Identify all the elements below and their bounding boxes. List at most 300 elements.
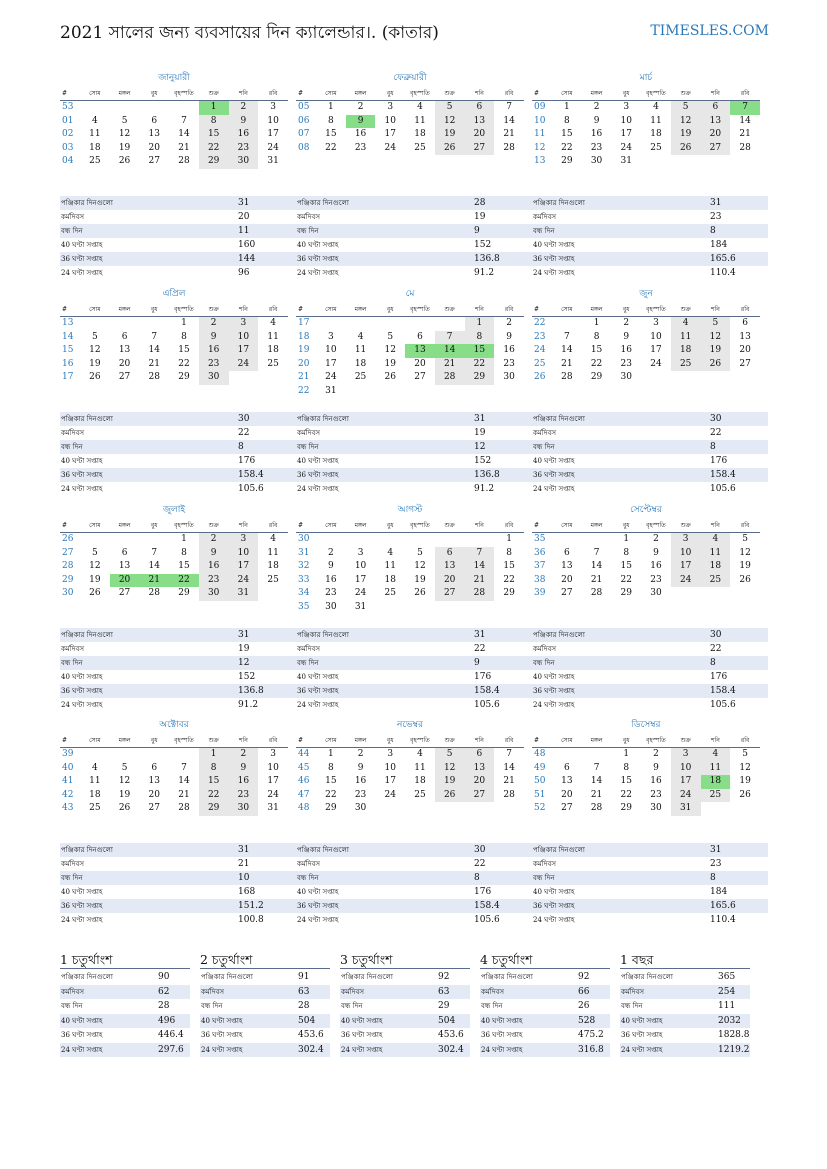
- day-cell[interactable]: 20: [465, 128, 495, 142]
- day-cell[interactable]: 22: [325, 789, 337, 800]
- day-cell[interactable]: 8: [199, 762, 229, 776]
- day-cell[interactable]: 19: [384, 358, 396, 369]
- day-cell[interactable]: 24: [229, 574, 259, 588]
- day-cell[interactable]: 27: [148, 156, 160, 166]
- day-cell[interactable]: 29: [178, 372, 190, 382]
- day-cell[interactable]: 31: [229, 587, 259, 601]
- day-cell[interactable]: 27: [739, 358, 751, 369]
- day-cell[interactable]: 9: [506, 331, 512, 342]
- day-cell[interactable]: 18: [267, 561, 279, 571]
- day-cell[interactable]: 18: [701, 560, 731, 574]
- day-cell[interactable]: 24: [384, 142, 396, 153]
- day-cell[interactable]: 16: [650, 776, 662, 786]
- day-cell[interactable]: 15: [325, 129, 337, 139]
- day-cell[interactable]: 5: [91, 331, 98, 342]
- day-cell[interactable]: 29: [465, 371, 495, 385]
- day-cell[interactable]: 14: [503, 762, 515, 773]
- day-cell[interactable]: 6: [121, 331, 128, 342]
- day-cell[interactable]: 26: [435, 789, 465, 803]
- day-cell[interactable]: 29: [590, 372, 603, 382]
- day-cell[interactable]: 29: [199, 155, 229, 169]
- day-cell[interactable]: 6: [151, 762, 158, 773]
- day-cell[interactable]: 26: [671, 142, 701, 156]
- day-cell[interactable]: 13: [465, 115, 495, 129]
- day-cell[interactable]: 2: [199, 317, 229, 331]
- day-cell[interactable]: 7: [151, 547, 158, 558]
- day-cell[interactable]: 11: [414, 762, 426, 773]
- day-cell[interactable]: 2: [357, 102, 364, 112]
- day-cell[interactable]: 28: [465, 587, 495, 601]
- day-cell[interactable]: 5: [417, 547, 423, 558]
- day-cell[interactable]: 28: [503, 789, 515, 800]
- day-cell[interactable]: 26: [435, 142, 465, 156]
- day-cell[interactable]: 24: [671, 789, 701, 803]
- day-cell[interactable]: 17: [671, 775, 701, 789]
- day-cell[interactable]: 24: [267, 142, 279, 153]
- day-cell[interactable]: 8: [181, 331, 187, 342]
- day-cell[interactable]: 30: [229, 802, 259, 816]
- day-cell[interactable]: 25: [701, 789, 731, 803]
- day-cell[interactable]: 31: [325, 385, 337, 396]
- day-cell[interactable]: 25: [384, 588, 396, 598]
- day-cell[interactable]: 25: [267, 358, 279, 369]
- day-cell[interactable]: 20: [118, 358, 131, 369]
- day-cell[interactable]: 4: [91, 115, 98, 126]
- day-cell[interactable]: 24: [671, 574, 701, 588]
- day-cell[interactable]: 27: [118, 588, 131, 598]
- day-cell[interactable]: 11: [267, 547, 279, 558]
- day-cell[interactable]: 30: [354, 803, 367, 813]
- day-cell[interactable]: 28: [503, 142, 515, 153]
- day-cell[interactable]: 14: [148, 561, 160, 571]
- day-cell[interactable]: 1: [199, 101, 229, 115]
- day-cell[interactable]: 4: [270, 318, 276, 328]
- day-cell[interactable]: 19: [701, 344, 731, 358]
- day-cell[interactable]: 7: [506, 102, 512, 112]
- day-cell[interactable]: 4: [387, 547, 394, 558]
- day-cell[interactable]: 30: [590, 156, 603, 166]
- day-cell[interactable]: 7: [181, 762, 187, 773]
- day-cell[interactable]: 16: [229, 128, 259, 142]
- day-cell[interactable]: 18: [89, 142, 101, 153]
- day-cell[interactable]: 17: [229, 344, 259, 358]
- day-cell[interactable]: 10: [384, 762, 396, 773]
- day-cell[interactable]: 5: [387, 331, 394, 342]
- day-cell[interactable]: 21: [590, 789, 603, 800]
- day-cell[interactable]: 8: [563, 115, 570, 126]
- day-cell[interactable]: 9: [229, 762, 259, 776]
- day-cell[interactable]: 5: [91, 547, 98, 558]
- day-cell[interactable]: 19: [671, 128, 701, 142]
- day-cell[interactable]: 14: [503, 115, 515, 126]
- day-cell[interactable]: 26: [89, 372, 101, 382]
- day-cell[interactable]: 22: [169, 574, 199, 588]
- day-cell[interactable]: 26: [414, 588, 426, 598]
- day-cell[interactable]: 21: [503, 129, 515, 139]
- day-cell[interactable]: 15: [178, 345, 190, 355]
- day-cell[interactable]: 21: [435, 358, 465, 372]
- day-cell[interactable]: 1: [181, 318, 187, 328]
- day-cell[interactable]: 29: [561, 156, 573, 166]
- day-cell[interactable]: 25: [414, 142, 426, 153]
- day-cell[interactable]: 21: [178, 142, 190, 153]
- day-cell[interactable]: 16: [503, 345, 515, 355]
- day-cell[interactable]: 18: [414, 129, 426, 139]
- day-cell[interactable]: 16: [199, 560, 229, 574]
- day-cell[interactable]: 15: [620, 776, 632, 786]
- day-cell[interactable]: 18: [671, 344, 701, 358]
- day-cell[interactable]: 28: [739, 142, 751, 153]
- day-cell[interactable]: 11: [671, 331, 701, 345]
- day-cell[interactable]: 11: [414, 115, 426, 126]
- day-cell[interactable]: 28: [148, 372, 160, 382]
- day-cell[interactable]: 20: [148, 142, 160, 153]
- day-cell[interactable]: 17: [354, 574, 367, 585]
- day-cell[interactable]: 5: [671, 101, 701, 115]
- day-cell[interactable]: 12: [701, 331, 731, 345]
- day-cell[interactable]: 8: [327, 762, 334, 773]
- day-cell[interactable]: 2: [357, 749, 364, 759]
- day-cell[interactable]: 8: [181, 547, 187, 558]
- day-cell[interactable]: 25: [89, 803, 101, 813]
- day-cell[interactable]: 6: [563, 762, 570, 773]
- day-cell[interactable]: 18: [354, 358, 367, 369]
- day-cell[interactable]: 31: [620, 156, 632, 166]
- day-cell[interactable]: 10: [229, 547, 259, 561]
- day-cell[interactable]: 28: [561, 372, 573, 382]
- day-cell[interactable]: 19: [89, 358, 101, 369]
- day-cell[interactable]: 15: [199, 775, 229, 789]
- day-cell[interactable]: 9: [357, 762, 364, 773]
- day-cell[interactable]: 27: [118, 372, 131, 382]
- day-cell[interactable]: 28: [178, 156, 190, 166]
- day-cell[interactable]: 5: [435, 748, 465, 762]
- day-cell[interactable]: 24: [620, 142, 632, 153]
- day-cell[interactable]: 2: [229, 101, 259, 115]
- day-cell[interactable]: 18: [384, 574, 396, 585]
- day-cell[interactable]: 10: [620, 115, 632, 126]
- day-cell[interactable]: 13: [465, 762, 495, 776]
- day-cell[interactable]: 2: [653, 534, 659, 544]
- day-cell[interactable]: 30: [199, 587, 229, 601]
- day-cell[interactable]: 6: [417, 331, 423, 342]
- day-cell[interactable]: 30: [199, 371, 229, 385]
- day-cell[interactable]: 8: [623, 762, 630, 773]
- day-cell[interactable]: 10: [671, 547, 701, 561]
- day-cell[interactable]: 14: [178, 129, 190, 139]
- day-cell[interactable]: 20: [110, 574, 140, 588]
- day-cell[interactable]: 10: [650, 331, 662, 342]
- day-cell[interactable]: 12: [89, 345, 101, 355]
- day-cell[interactable]: 10: [267, 762, 279, 773]
- day-cell[interactable]: 27: [414, 372, 426, 382]
- day-cell[interactable]: 26: [118, 156, 131, 166]
- day-cell[interactable]: 11: [701, 762, 731, 776]
- day-cell[interactable]: 11: [650, 115, 662, 126]
- day-cell[interactable]: 17: [325, 358, 337, 369]
- day-cell[interactable]: 17: [620, 129, 632, 139]
- day-cell[interactable]: 13: [561, 561, 573, 571]
- day-cell[interactable]: 1: [593, 318, 600, 328]
- day-cell[interactable]: 14: [590, 776, 603, 786]
- day-cell[interactable]: 3: [357, 547, 364, 558]
- day-cell[interactable]: 10: [325, 345, 337, 355]
- day-cell[interactable]: 21: [178, 789, 190, 800]
- day-cell[interactable]: 8: [327, 115, 334, 126]
- day-cell[interactable]: 30: [325, 601, 337, 612]
- day-cell[interactable]: 26: [701, 358, 731, 372]
- day-cell[interactable]: 15: [503, 561, 515, 571]
- day-cell[interactable]: 17: [671, 560, 701, 574]
- day-cell[interactable]: 15: [561, 129, 573, 139]
- day-cell[interactable]: 26: [384, 372, 396, 382]
- day-cell[interactable]: 14: [561, 345, 573, 355]
- day-cell[interactable]: 31: [354, 601, 367, 612]
- day-cell[interactable]: 15: [199, 128, 229, 142]
- day-cell[interactable]: 25: [671, 358, 701, 372]
- site-logo[interactable]: TIMESLES.COM: [650, 23, 769, 39]
- day-cell[interactable]: 17: [267, 776, 279, 786]
- day-cell[interactable]: 17: [229, 560, 259, 574]
- day-cell[interactable]: 24: [650, 358, 662, 369]
- day-cell[interactable]: 17: [384, 129, 396, 139]
- day-cell[interactable]: 5: [742, 749, 748, 759]
- day-cell[interactable]: 14: [148, 345, 160, 355]
- day-cell[interactable]: 3: [671, 533, 701, 547]
- day-cell[interactable]: 25: [701, 574, 731, 588]
- day-cell[interactable]: 29: [199, 802, 229, 816]
- day-cell[interactable]: 26: [118, 803, 131, 813]
- day-cell[interactable]: 15: [620, 561, 632, 571]
- day-cell[interactable]: 13: [739, 331, 751, 342]
- day-cell[interactable]: 23: [590, 142, 603, 153]
- day-cell[interactable]: 12: [739, 762, 751, 773]
- day-cell[interactable]: 14: [435, 344, 465, 358]
- day-cell[interactable]: 15: [465, 344, 495, 358]
- day-cell[interactable]: 19: [118, 142, 131, 153]
- day-cell[interactable]: 23: [650, 789, 662, 800]
- day-cell[interactable]: 10: [671, 762, 701, 776]
- day-cell[interactable]: 18: [650, 129, 662, 139]
- day-cell[interactable]: 30: [650, 588, 662, 598]
- day-cell[interactable]: 22: [503, 574, 515, 585]
- day-cell[interactable]: 13: [148, 129, 160, 139]
- day-cell[interactable]: 30: [620, 372, 632, 382]
- day-cell[interactable]: 21: [739, 129, 751, 139]
- day-cell[interactable]: 9: [653, 547, 659, 558]
- day-cell[interactable]: 6: [121, 547, 128, 558]
- day-cell[interactable]: 23: [354, 142, 367, 153]
- day-cell[interactable]: 23: [620, 358, 632, 369]
- day-cell[interactable]: 5: [701, 317, 731, 331]
- day-cell[interactable]: 6: [465, 101, 495, 115]
- day-cell[interactable]: 9: [229, 115, 259, 129]
- day-cell[interactable]: 23: [229, 142, 259, 156]
- day-cell[interactable]: 11: [384, 561, 396, 571]
- day-cell[interactable]: 11: [354, 345, 367, 355]
- day-cell[interactable]: 11: [89, 776, 101, 786]
- day-cell[interactable]: 3: [387, 749, 394, 759]
- day-cell[interactable]: 5: [742, 534, 748, 544]
- day-cell[interactable]: 3: [387, 102, 394, 112]
- day-cell[interactable]: 23: [199, 574, 229, 588]
- day-cell[interactable]: 12: [384, 345, 396, 355]
- day-cell[interactable]: 17: [267, 129, 279, 139]
- day-cell[interactable]: 31: [267, 156, 279, 166]
- day-cell[interactable]: 20: [561, 574, 573, 585]
- day-cell[interactable]: 26: [739, 789, 751, 800]
- day-cell[interactable]: 19: [435, 775, 465, 789]
- day-cell[interactable]: 25: [89, 156, 101, 166]
- day-cell[interactable]: 8: [506, 547, 512, 558]
- day-cell[interactable]: 16: [620, 345, 632, 355]
- day-cell[interactable]: 3: [327, 331, 334, 342]
- day-cell[interactable]: 1: [199, 748, 229, 762]
- day-cell[interactable]: 3: [229, 533, 259, 547]
- day-cell[interactable]: 9: [653, 762, 659, 773]
- day-cell[interactable]: 18: [414, 776, 426, 786]
- day-cell[interactable]: 6: [465, 748, 495, 762]
- day-cell[interactable]: 28: [590, 803, 603, 813]
- day-cell[interactable]: 19: [739, 776, 751, 786]
- day-cell[interactable]: 22: [199, 142, 229, 156]
- day-cell[interactable]: 4: [417, 749, 423, 759]
- day-cell[interactable]: 27: [465, 142, 495, 156]
- day-cell[interactable]: 5: [121, 762, 128, 773]
- day-cell[interactable]: 26: [739, 574, 751, 585]
- day-cell[interactable]: 5: [435, 101, 465, 115]
- day-cell[interactable]: 9: [327, 561, 334, 571]
- day-cell[interactable]: 23: [229, 789, 259, 803]
- day-cell[interactable]: 11: [89, 129, 101, 139]
- day-cell[interactable]: 10: [354, 561, 367, 571]
- day-cell[interactable]: 14: [178, 776, 190, 786]
- day-cell[interactable]: 16: [650, 561, 662, 571]
- day-cell[interactable]: 16: [590, 129, 603, 139]
- day-cell[interactable]: 6: [701, 101, 731, 115]
- day-cell[interactable]: 4: [701, 533, 731, 547]
- day-cell[interactable]: 21: [148, 358, 160, 369]
- day-cell[interactable]: 10: [384, 115, 396, 126]
- day-cell[interactable]: 27: [465, 789, 495, 803]
- day-cell[interactable]: 12: [435, 762, 465, 776]
- day-cell[interactable]: 10: [267, 115, 279, 126]
- day-cell[interactable]: 28: [178, 803, 190, 813]
- day-cell[interactable]: 2: [327, 547, 334, 558]
- day-cell[interactable]: 20: [435, 574, 465, 588]
- day-cell[interactable]: 23: [354, 789, 367, 800]
- day-cell[interactable]: 30: [229, 155, 259, 169]
- day-cell[interactable]: 9: [593, 115, 600, 126]
- day-cell[interactable]: 2: [199, 533, 229, 547]
- day-cell[interactable]: 23: [503, 358, 515, 369]
- day-cell[interactable]: 12: [435, 115, 465, 129]
- day-cell[interactable]: 20: [148, 789, 160, 800]
- day-cell[interactable]: 4: [91, 762, 98, 773]
- day-cell[interactable]: 1: [506, 534, 512, 544]
- day-cell[interactable]: 4: [653, 102, 659, 112]
- day-cell[interactable]: 25: [267, 574, 279, 585]
- day-cell[interactable]: 20: [701, 128, 731, 142]
- day-cell[interactable]: 8: [623, 547, 630, 558]
- day-cell[interactable]: 7: [730, 101, 760, 115]
- day-cell[interactable]: 29: [503, 588, 515, 598]
- day-cell[interactable]: 26: [89, 588, 101, 598]
- day-cell[interactable]: 13: [701, 115, 731, 129]
- day-cell[interactable]: 9: [623, 331, 630, 342]
- day-cell[interactable]: 6: [563, 547, 570, 558]
- day-cell[interactable]: 23: [650, 574, 662, 585]
- day-cell[interactable]: 28: [148, 588, 160, 598]
- day-cell[interactable]: 2: [623, 318, 630, 328]
- day-cell[interactable]: 16: [354, 776, 367, 786]
- day-cell[interactable]: 27: [561, 588, 573, 598]
- day-cell[interactable]: 22: [620, 789, 632, 800]
- day-cell[interactable]: 6: [742, 318, 748, 328]
- day-cell[interactable]: 6: [151, 115, 158, 126]
- day-cell[interactable]: 18: [267, 345, 279, 355]
- day-cell[interactable]: 20: [465, 775, 495, 789]
- day-cell[interactable]: 21: [561, 358, 573, 369]
- day-cell[interactable]: 15: [590, 345, 603, 355]
- day-cell[interactable]: 7: [465, 547, 495, 561]
- day-cell[interactable]: 3: [623, 102, 630, 112]
- day-cell[interactable]: 24: [325, 372, 337, 382]
- day-cell[interactable]: 3: [671, 748, 701, 762]
- day-cell[interactable]: 27: [435, 587, 465, 601]
- day-cell[interactable]: 4: [417, 102, 423, 112]
- day-cell[interactable]: 12: [671, 115, 701, 129]
- day-cell[interactable]: 7: [593, 762, 600, 773]
- day-cell[interactable]: 9: [199, 547, 229, 561]
- day-cell[interactable]: 7: [563, 331, 570, 342]
- day-cell[interactable]: 2: [593, 102, 600, 112]
- day-cell[interactable]: 20: [561, 789, 573, 800]
- day-cell[interactable]: 19: [435, 128, 465, 142]
- day-cell[interactable]: 14: [590, 561, 603, 571]
- day-cell[interactable]: 19: [89, 574, 101, 585]
- day-cell[interactable]: 22: [199, 789, 229, 803]
- day-cell[interactable]: 4: [357, 331, 364, 342]
- day-cell[interactable]: 7: [593, 547, 600, 558]
- day-cell[interactable]: 13: [405, 344, 435, 358]
- day-cell[interactable]: 30: [503, 372, 515, 382]
- day-cell[interactable]: 29: [178, 588, 190, 598]
- day-cell[interactable]: 3: [653, 318, 659, 328]
- day-cell[interactable]: 17: [384, 776, 396, 786]
- day-cell[interactable]: 21: [465, 574, 495, 588]
- day-cell[interactable]: 16: [229, 775, 259, 789]
- day-cell[interactable]: 24: [229, 358, 259, 372]
- day-cell[interactable]: 1: [327, 102, 334, 112]
- day-cell[interactable]: 30: [650, 803, 662, 813]
- day-cell[interactable]: 16: [325, 574, 337, 585]
- day-cell[interactable]: 12: [118, 776, 131, 786]
- day-cell[interactable]: 7: [435, 331, 465, 345]
- day-cell[interactable]: 22: [178, 358, 190, 369]
- day-cell[interactable]: 6: [435, 547, 465, 561]
- day-cell[interactable]: 13: [148, 776, 160, 786]
- day-cell[interactable]: 4: [270, 534, 276, 544]
- day-cell[interactable]: 23: [325, 588, 337, 598]
- day-cell[interactable]: 29: [620, 588, 632, 598]
- day-cell[interactable]: 17: [650, 345, 662, 355]
- day-cell[interactable]: 8: [465, 331, 495, 345]
- day-cell[interactable]: 31: [671, 802, 701, 816]
- day-cell[interactable]: 9: [346, 115, 376, 129]
- day-cell[interactable]: 1: [465, 317, 495, 331]
- day-cell[interactable]: 29: [325, 803, 337, 813]
